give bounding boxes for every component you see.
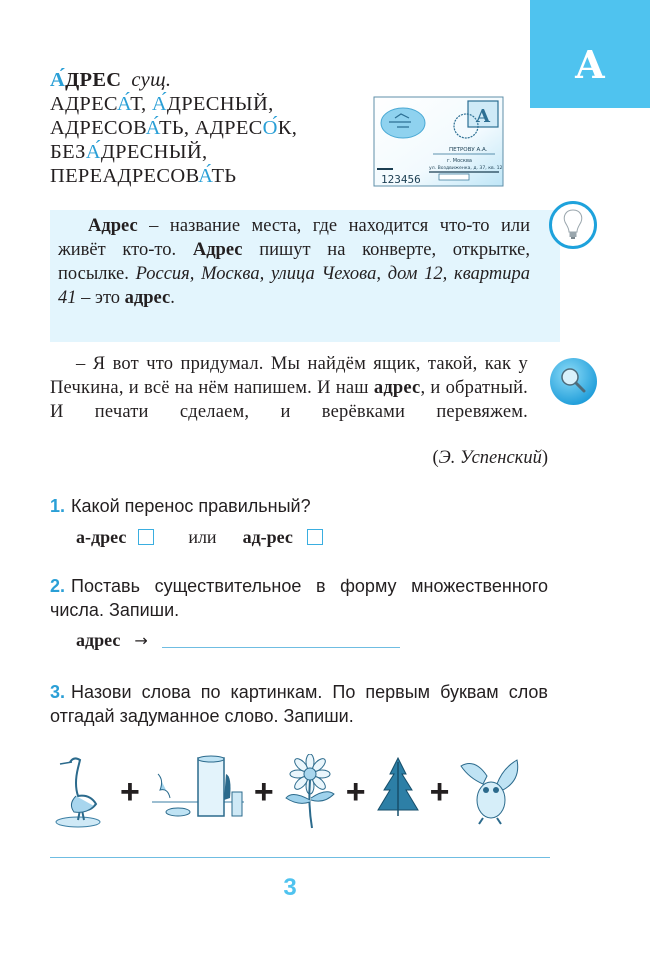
owl-picture [457, 754, 523, 830]
option-b-label: ад-рес [242, 527, 293, 547]
derived-word: АДРЕС [50, 93, 117, 115]
quote-author [300, 446, 548, 470]
letter-tab [530, 0, 650, 108]
stress-letter: А́ [151, 93, 167, 115]
plus-sign: + [120, 773, 140, 811]
headword-accent: А́ [50, 69, 66, 91]
plus-sign: + [429, 773, 450, 811]
plus-sign: + [345, 773, 366, 811]
derived-words-line-4 [50, 140, 370, 164]
definition-text [58, 214, 530, 310]
task-2-answer [76, 630, 400, 651]
derived-word: ДРЕСНЫЙ, [166, 93, 274, 115]
task-number: 2. [50, 576, 66, 596]
arrow-icon: → [134, 631, 148, 650]
envelope-zip: 123456 [381, 173, 421, 186]
derived-word: ТЬ, [158, 117, 195, 139]
headword: ДРЕС [65, 69, 122, 91]
definition-sentence: – название места, где находится что-то или живёт кто-то. [58, 216, 530, 260]
derived-word: АДРЕС [194, 117, 263, 139]
definition-sentence: пишут на конверте, открытке, посылке. [58, 240, 530, 284]
task-1 [50, 494, 311, 518]
envelope-city: г. Москва [447, 158, 472, 164]
stress-letter: О́ [262, 117, 278, 139]
stress-letter: А́ [145, 117, 159, 139]
term: адрес [124, 288, 171, 308]
stress-letter: А́ [85, 141, 101, 163]
quote-keyword: адрес [373, 378, 421, 398]
fir-tree-picture [374, 754, 422, 830]
option-a-checkbox[interactable] [138, 529, 154, 545]
stress-letter: А́ [198, 165, 212, 187]
headword-line [50, 68, 370, 92]
address-example: Россия, Москва, улица Чехова, дом 12, квартира 41 [58, 264, 530, 308]
option-b-checkbox[interactable] [307, 529, 323, 545]
magnifier-icon [549, 357, 598, 406]
envelope-street: ул. Воздвиженка, д. 37, кв. 12 [429, 166, 503, 171]
lightbulb-icon [548, 200, 598, 250]
letter-tab-label: А [574, 41, 606, 87]
stress-letter: А́ [116, 93, 131, 115]
footer-rule [50, 857, 550, 858]
paren: ( [432, 448, 439, 468]
task-2 [50, 574, 548, 622]
task-number: 1. [50, 496, 66, 516]
picture-puzzle [50, 752, 550, 832]
svg-text:A: A [476, 106, 490, 127]
answer-input-line[interactable] [162, 647, 400, 648]
derived-words-line-2 [50, 92, 370, 116]
derived-word: АДРЕСОВ [50, 117, 146, 139]
quote-text: , и обратный. И печати сделаем, и верёвками перевяжем. [50, 378, 528, 422]
derived-word: ПЕРЕАДРЕСОВ [50, 165, 199, 187]
or-label: или [188, 527, 217, 547]
derived-words-line-5 [50, 164, 370, 188]
task-1-options [76, 526, 323, 548]
derived-word: К, [277, 117, 298, 139]
term: Адрес [192, 240, 243, 260]
task-prompt: Назови слова по картинкам. По первым буквам слов отгадай задуманное слово. Запиши. [50, 682, 548, 726]
stump-picture [148, 754, 246, 830]
option-a-label: а-дрес [76, 527, 127, 547]
literary-quote [50, 352, 528, 424]
dictionary-entry [50, 68, 370, 188]
task-prompt: Какой перенос правильный? [71, 496, 311, 516]
derived-words-line-3 [50, 116, 370, 140]
term: Адрес [88, 216, 138, 236]
part-of-speech: сущ. [131, 69, 172, 91]
author-name: Э. Успенский [438, 448, 542, 468]
derived-word: БЕЗ [50, 141, 86, 163]
paren: ) [541, 448, 548, 468]
task-3 [50, 680, 548, 728]
task-prompt: Поставь существительное в форму множественного числа. Запиши. [50, 576, 548, 620]
plus-sign: + [253, 773, 274, 811]
envelope-recipient: ПЕТРОВУ А.А. [449, 147, 488, 153]
derived-word: ТЬ [211, 165, 237, 187]
definition-sentence: – это [76, 288, 125, 308]
punctuation: . [170, 288, 175, 308]
derived-word: Т, [130, 93, 152, 115]
envelope-illustration [373, 96, 504, 187]
word-label: адрес [76, 630, 121, 650]
task-number: 3. [50, 682, 66, 702]
daisy-picture [282, 754, 338, 830]
quote-text: – Я вот что придумал. Мы найдём ящик, такой, как у Печкина, и всё на нём напишем. И наш [50, 354, 528, 398]
heron-picture [50, 754, 112, 830]
page-number: 3 [283, 874, 297, 901]
derived-word: ДРЕСНЫЙ, [100, 141, 208, 163]
